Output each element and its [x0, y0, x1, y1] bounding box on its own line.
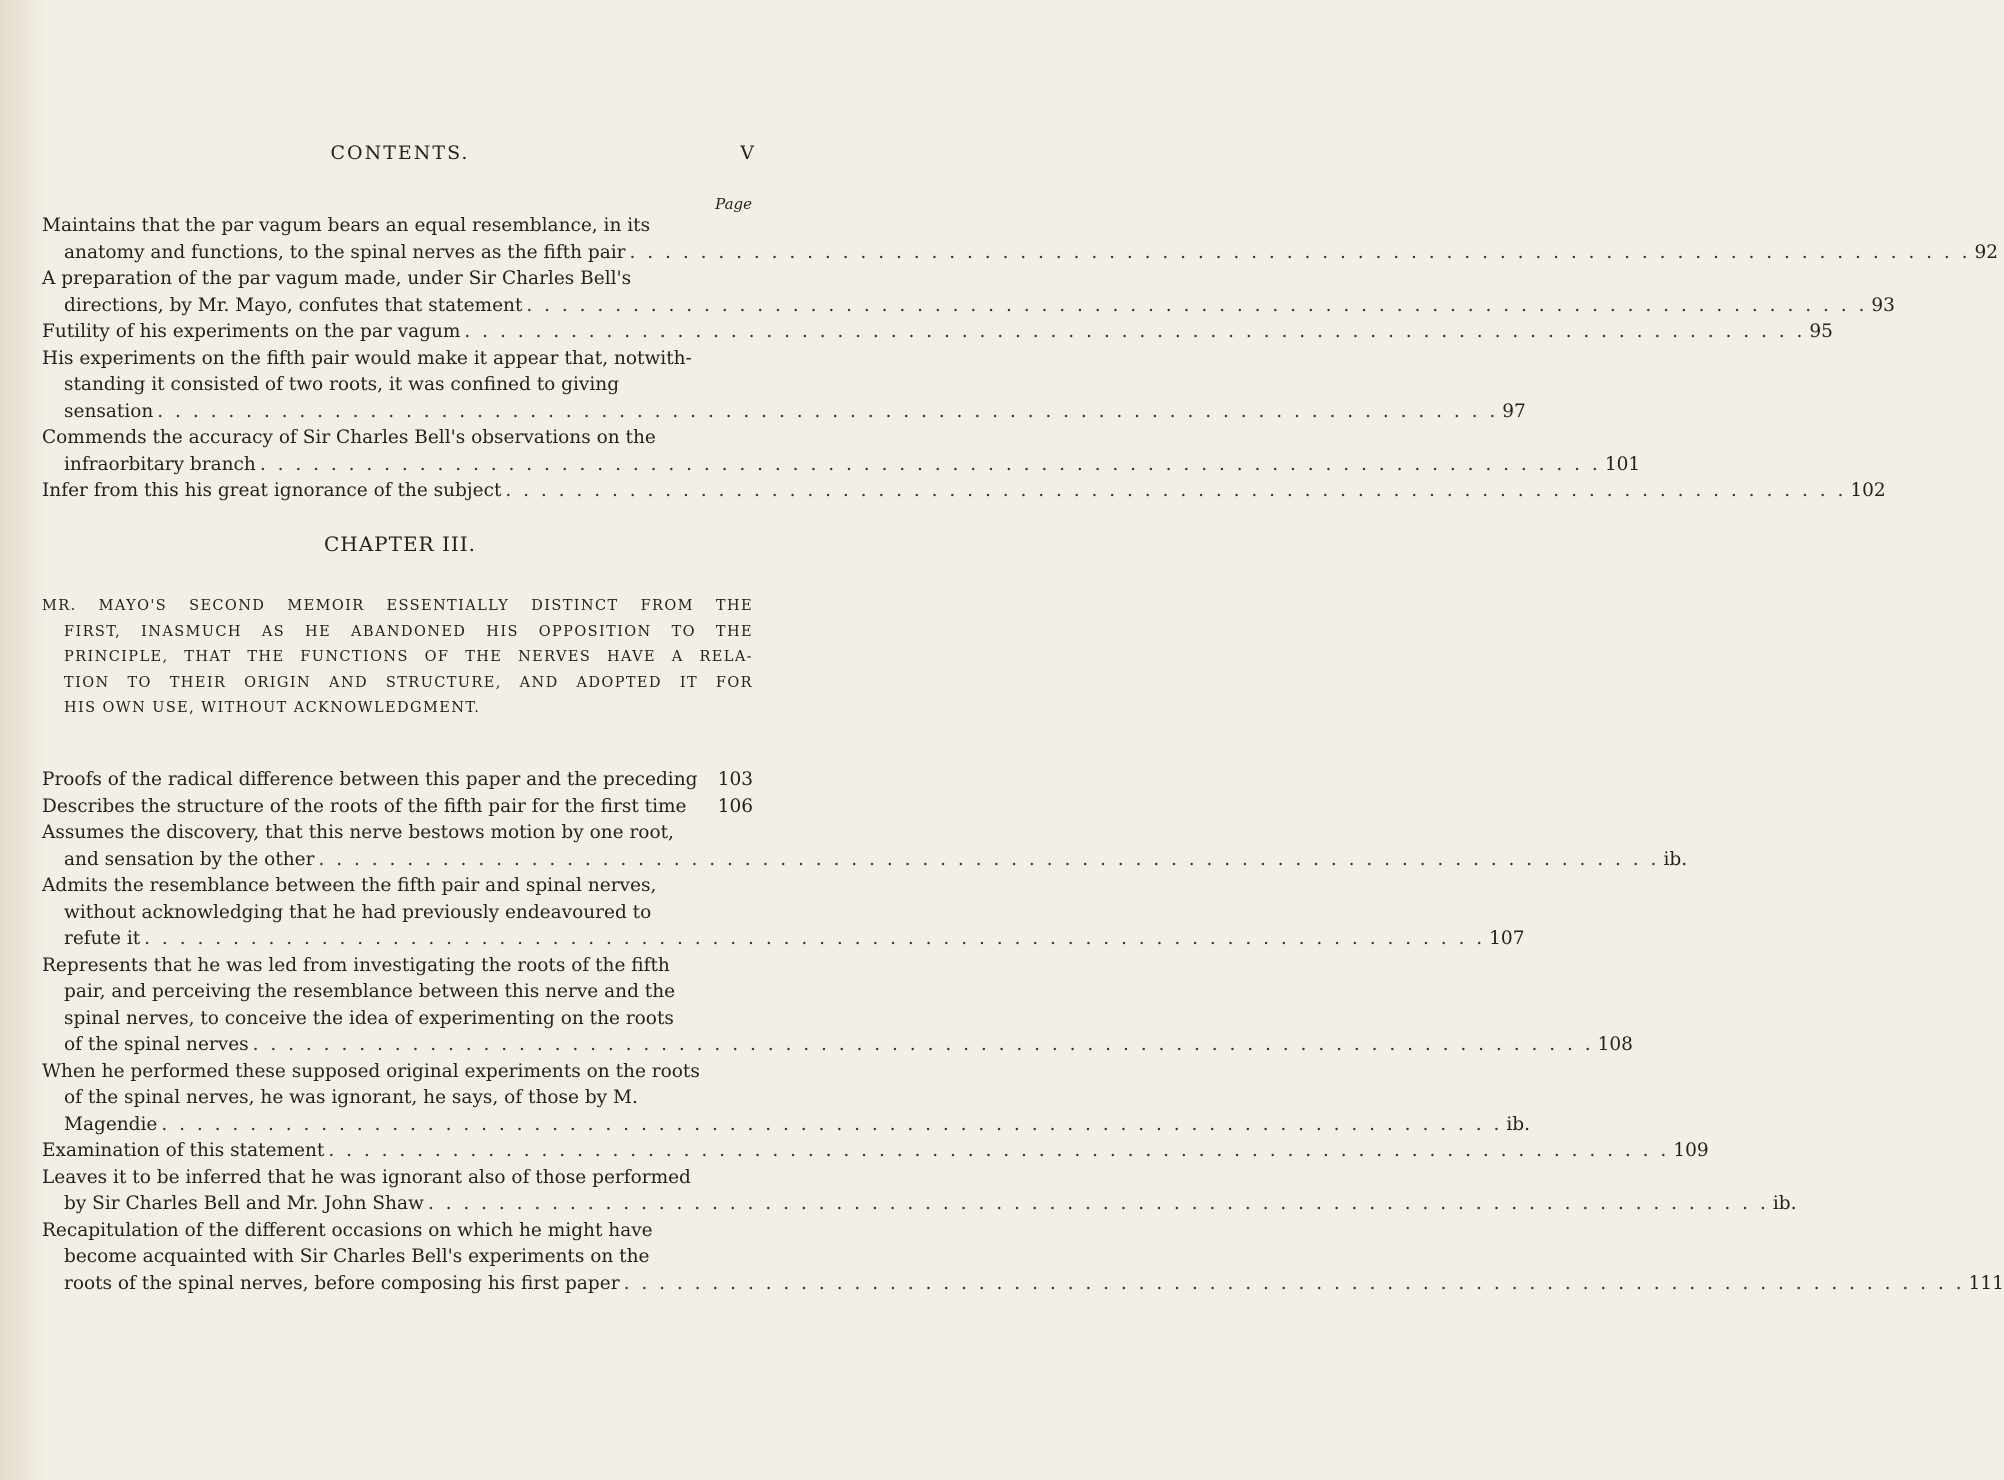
page-column-label: Page	[715, 195, 752, 213]
entry-line: of the spinal nerves	[64, 1034, 249, 1055]
entry-line: Examination of this statement	[42, 1140, 325, 1161]
entry-line: When he performed these supposed original experiments on the roots	[42, 1060, 700, 1082]
contents-entry	[42, 1165, 1797, 1218]
dot-leader: . . . . . . . . . . . . . . . . . . . . . . . . . . . . . . . . . . . . . . . . . . . . . . . . . . . . . . . . . . . . . . . . . . . . . . . . . . . .	[157, 400, 1499, 422]
contents-entry	[42, 953, 1633, 1059]
contents-entry	[42, 794, 753, 821]
dot-leader: . . . . . . . . . . . . . . . . . . . . . . . . . . . . . . . . . . . . . . . . . . . . . . . . . . . . . . . . . . . . . . . . . . . . . . . . . . . .	[505, 480, 1847, 501]
contents-entry	[42, 346, 1526, 426]
entry-line: become acquainted with Sir Charles Bell's experiments on the	[64, 1246, 650, 1267]
entry-line: roots of the spinal nerves, before composing his first paper	[64, 1272, 620, 1294]
dot-leader: . . . . . . . . . . . . . . . . . . . . . . . . . . . . . . . . . . . . . . . . . . . . . . . . . . . . . . . . . . . . . . . . . . . . . . . . . . . .	[318, 848, 1660, 870]
dot-leader: . . . . . . . . . . . . . . . . . . . . . . . . . . . . . . . . . . . . . . . . . . . . . . . . . . . . . . . . . . . . . . . . . . . . . . . . . . . .	[427, 1193, 1769, 1214]
entry-line: and sensation by the other	[64, 848, 315, 870]
contents-entry	[42, 1138, 1709, 1165]
entry-line: His experiments on the fifth pair would make it appear that, notwith-	[42, 347, 692, 369]
contents-entry	[42, 820, 1688, 873]
entry-line: by Sir Charles Bell and Mr. John Shaw	[64, 1193, 424, 1214]
entry-line: Assumes the discovery, that this nerve bestows motion by one root,	[42, 822, 674, 843]
entry-page-number: 107	[1489, 928, 1525, 949]
dot-leader: . . . . . . . . . . . . . . . . . . . . . . . . . . . . . . . . . . . . . . . . . . . . . . . . . . . . . . . . . . . . . . . . . . . . . . . . . . . .	[526, 294, 1868, 316]
entry-line: Recapitulation of the different occasions on which he might have	[42, 1219, 653, 1241]
entry-line: without acknowledging that he had previously endeavoured to	[64, 901, 652, 923]
entry-line: standing it consisted of two roots, it was confined to giving	[64, 374, 620, 395]
chapter-summary	[42, 594, 753, 722]
entry-page-number: ib.	[1772, 1193, 1797, 1214]
entry-line: of the spinal nerves, he was ignorant, he says, of those by M.	[64, 1087, 638, 1108]
entry-page-number: ib.	[1663, 848, 1688, 870]
entry-page-number: 95	[1809, 321, 1833, 342]
contents-entry	[42, 425, 1641, 478]
summary-line: TION TO THEIR ORIGIN AND STRUCTURE, AND ADOPTED IT FOR	[64, 674, 753, 691]
contents-entry	[42, 767, 753, 794]
entry-line: sensation	[64, 400, 154, 422]
entry-line: A preparation of the par vagum made, under Sir Charles Bell's	[42, 268, 632, 289]
dot-leader: . . . . . . . . . . . . . . . . . . . . . . . . . . . . . . . . . . . . . . . . . . . . . . . . . . . . . . . . . . . . . . . . . . . . . . . . . . . .	[629, 241, 1971, 263]
entry-page-number: 103	[717, 769, 753, 790]
entry-line: infraorbitary branch	[64, 453, 256, 475]
entry-page-number: 101	[1604, 453, 1641, 475]
page-numeral: V	[740, 142, 754, 164]
entry-line: pair, and perceiving the resemblance between this nerve and the	[64, 981, 676, 1002]
entry-page-number: 108	[1597, 1034, 1633, 1055]
dot-leader: . . . . . . . . . . . . . . . . . . . . . . . . . . . . . . . . . . . . . . . . . . . . . . . . . . . . . . . . . . . . . . . . . . . . . . . . . . . .	[259, 453, 1601, 475]
dot-leader: . . . . . . . . . . . . . . . . . . . . . . . . . . . . . . . . . . . . . . . . . . . . . . . . . . . . . . . . . . . . . . . . . . . . . . . . . . . .	[328, 1140, 1670, 1161]
dot-leader: . . . . . . . . . . . . . . . . . . . . . . . . . . . . . . . . . . . . . . . . . . . . . . . . . . . . . . . . . . . . . . . . . . . . . . . . . . . .	[623, 1272, 1965, 1294]
entry-line: anatomy and functions, to the spinal nerves as the fifth pair	[64, 241, 626, 263]
contents-entry	[42, 319, 1833, 346]
contents-entry	[42, 213, 1999, 266]
summary-line: PRINCIPLE, THAT THE FUNCTIONS OF THE NERVES HAVE A RELA-	[64, 649, 753, 665]
entry-line: Futility of his experiments on the par vagum	[42, 321, 461, 342]
entry-line: Magendie	[64, 1113, 158, 1135]
entry-page-number: 106	[717, 795, 753, 817]
entry-page-number: 92	[1974, 241, 1999, 263]
entry-line: Maintains that the par vagum bears an equal resemblance, in its	[42, 215, 651, 236]
contents-entry	[42, 873, 1525, 953]
entry-line: Infer from this his great ignorance of the subject	[42, 480, 502, 501]
summary-line: HIS OWN USE, WITHOUT ACKNOWLEDGMENT.	[64, 700, 481, 716]
entry-line: spinal nerves, to conceive the idea of experimenting on the roots	[64, 1007, 674, 1029]
entry-line: Proofs of the radical difference between this paper and the preceding	[42, 769, 698, 790]
dot-leader: . . . . . . . . . . . . . . . . . . . . . . . . . . . . . . . . . . . . . . . . . . . . . . . . . . . . . . . . . . . . . . . . . . . . . . . . . . . .	[464, 321, 1806, 342]
contents-entry	[42, 1218, 2004, 1298]
entry-page-number: 109	[1673, 1140, 1709, 1161]
entry-page-number: 93	[1871, 294, 1895, 316]
entry-line: Describes the structure of the roots of the fifth pair for the first time	[42, 795, 687, 817]
dot-leader: . . . . . . . . . . . . . . . . . . . . . . . . . . . . . . . . . . . . . . . . . . . . . . . . . . . . . . . . . . . . . . . . . . . . . . . . . . . .	[252, 1034, 1594, 1055]
running-title: CONTENTS.	[330, 142, 470, 164]
entry-page-number: 102	[1850, 480, 1886, 501]
entry-line: refute it	[64, 928, 141, 949]
contents-entries-before	[42, 213, 1999, 505]
contents-entries-after	[42, 767, 2004, 1297]
entry-line: Leaves it to be inferred that he was ignorant also of those performed	[42, 1166, 691, 1188]
entry-page-number: 97	[1502, 400, 1526, 422]
contents-entry	[42, 1059, 1531, 1139]
entry-page-number: ib.	[1506, 1113, 1531, 1135]
entry-line: Commends the accuracy of Sir Charles Bell's observations on the	[42, 427, 656, 448]
entry-line: Represents that he was led from investigating the roots of the fifth	[42, 954, 670, 976]
summary-line: FIRST, INASMUCH AS HE ABANDONED HIS OPPOSITION TO THE	[64, 623, 753, 640]
dot-leader: . . . . . . . . . . . . . . . . . . . . . . . . . . . . . . . . . . . . . . . . . . . . . . . . . . . . . . . . . . . . . . . . . . . . . . . . . . . .	[144, 928, 1486, 949]
chapter-heading: CHAPTER III.	[323, 532, 477, 556]
contents-entry	[42, 478, 1886, 505]
entry-line: directions, by Mr. Mayo, confutes that statement	[64, 294, 523, 316]
contents-entry	[42, 266, 1895, 319]
entry-line: Admits the resemblance between the fifth pair and spinal nerves,	[42, 875, 657, 896]
summary-line: MR. MAYO'S SECOND MEMOIR ESSENTIALLY DISTINCT FROM THE	[42, 598, 753, 614]
running-header	[0, 142, 800, 166]
dot-leader: . . . . . . . . . . . . . . . . . . . . . . . . . . . . . . . . . . . . . . . . . . . . . . . . . . . . . . . . . . . . . . . . . . . . . . . . . . . .	[161, 1113, 1503, 1135]
entry-page-number: 111	[1968, 1272, 2004, 1294]
